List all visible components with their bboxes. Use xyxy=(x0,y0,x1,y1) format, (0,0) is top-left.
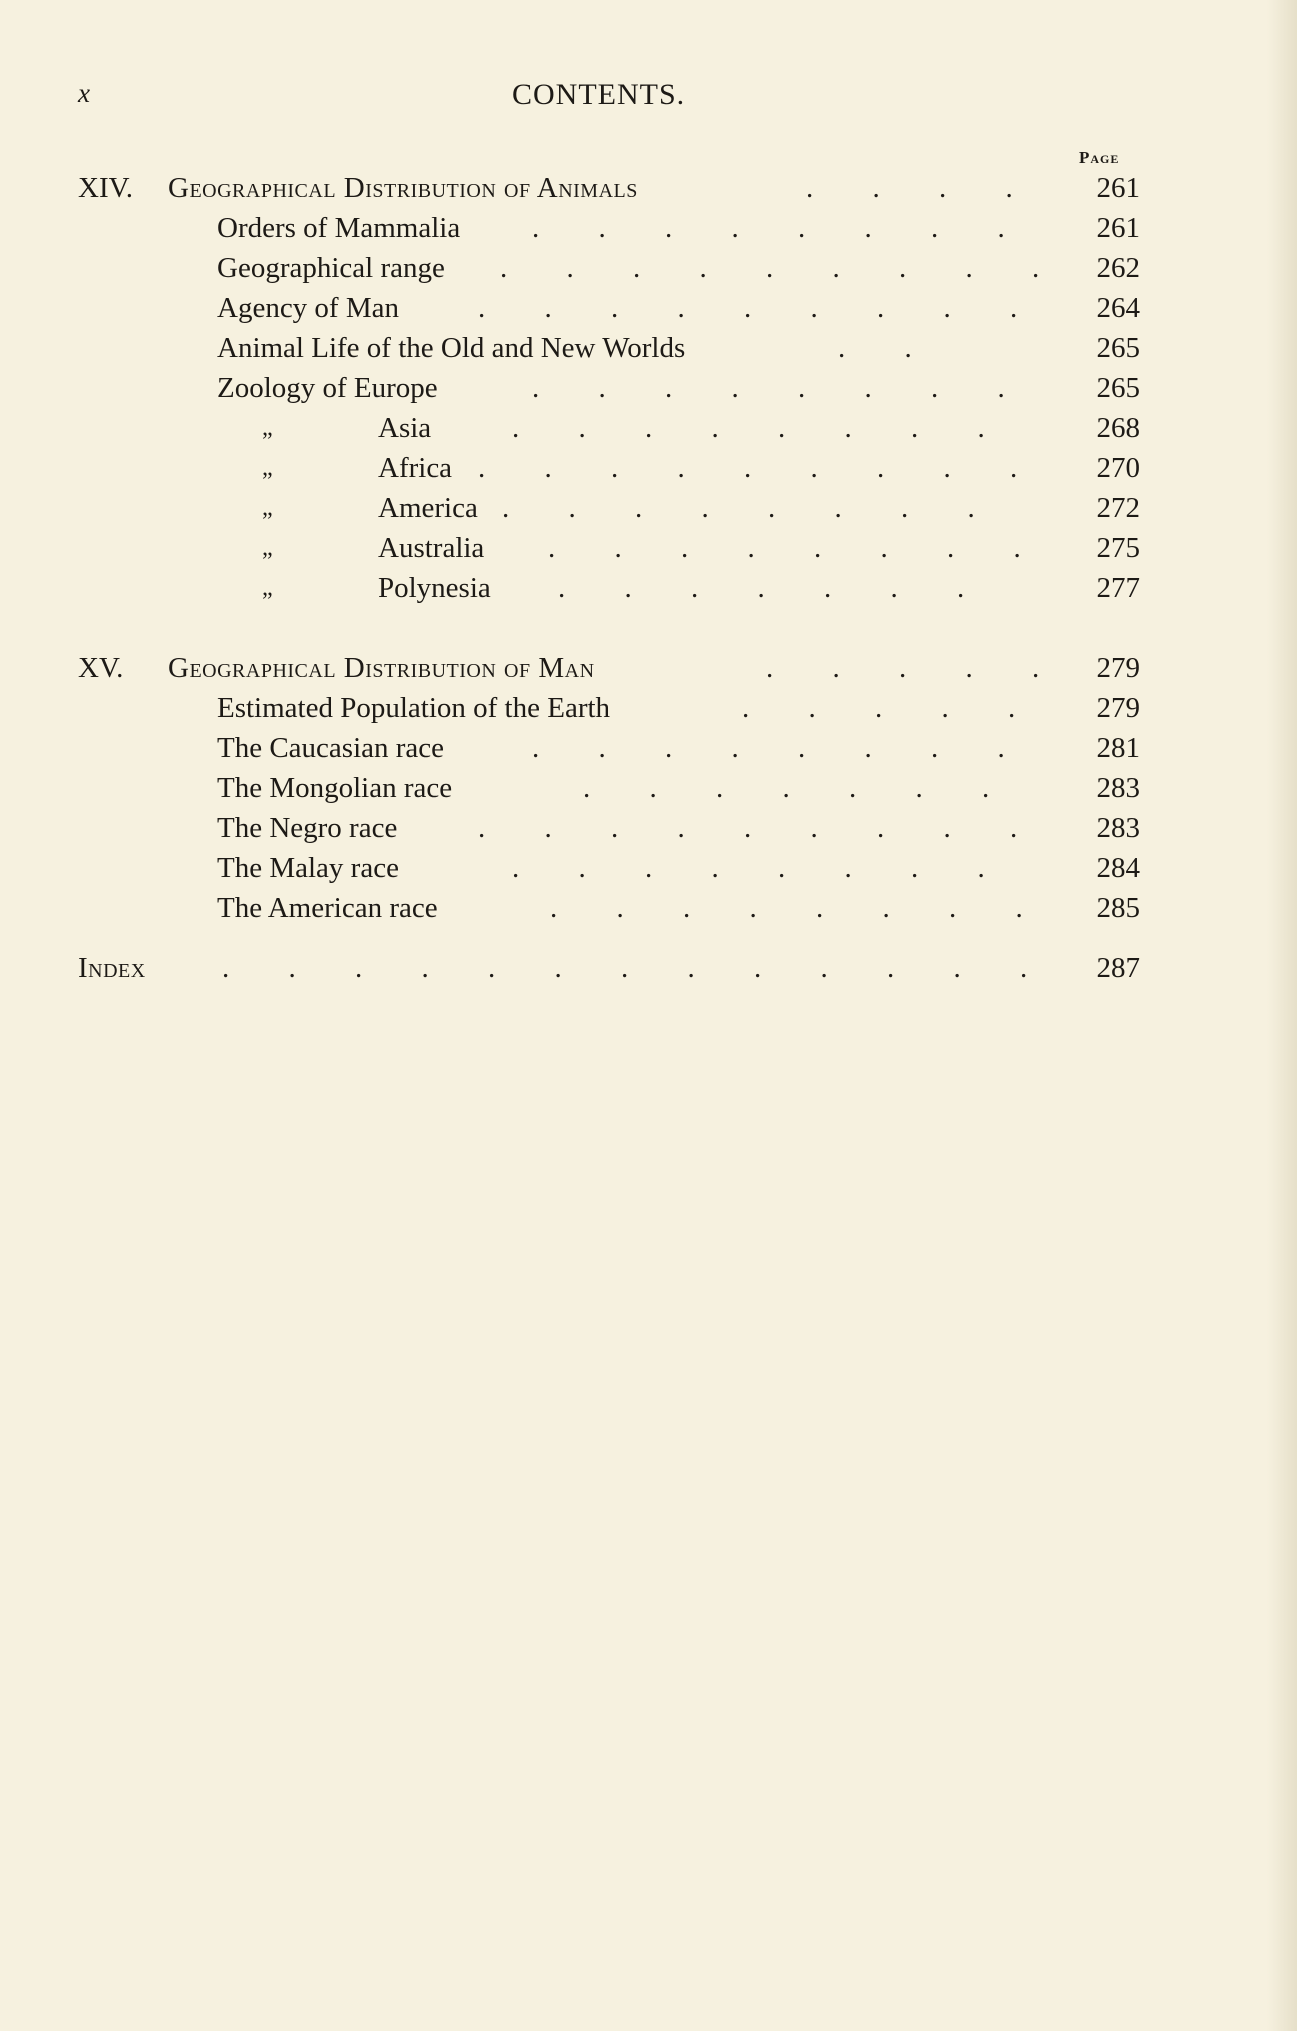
dot-leaders: . . . . . . . xyxy=(583,772,1016,804)
toc-entry-row xyxy=(0,888,1297,928)
dot-leaders: . . . . . . . . xyxy=(532,732,1031,764)
entry-title: The Malay race xyxy=(217,852,399,884)
entry-title: Orders of Mammalia xyxy=(217,212,461,244)
page-number: 265 xyxy=(1096,332,1140,364)
entry-title: Agency of Man xyxy=(217,292,400,324)
toc-entry-row xyxy=(0,768,1297,808)
entry-title: America xyxy=(378,492,478,524)
dot-leaders: . . . . . . . . xyxy=(550,892,1049,924)
dot-leaders: . . . . . xyxy=(766,652,1066,684)
entry-title: Asia xyxy=(378,412,432,444)
page-number: 275 xyxy=(1096,532,1140,564)
entry-title: Animal Life of the Old and New Worlds xyxy=(217,332,686,364)
chapter-title: Geographical Distribution of Man xyxy=(168,652,595,684)
page-number: 268 xyxy=(1096,412,1140,444)
toc-entry-row xyxy=(0,528,1297,568)
page-number: 270 xyxy=(1096,452,1140,484)
entry-title: The Caucasian race xyxy=(217,732,445,764)
toc-chapter-row xyxy=(0,168,1297,208)
page-column-label: Page xyxy=(1079,148,1120,167)
page-number: 287 xyxy=(1096,952,1140,984)
entry-title: Australia xyxy=(378,532,485,564)
toc-entry-row xyxy=(0,408,1297,448)
entry-title: Geographical range xyxy=(217,252,445,284)
index-title: Index xyxy=(78,952,146,984)
ditto-mark: „ xyxy=(262,495,273,521)
dot-leaders: . . . . xyxy=(806,172,1039,204)
dot-leaders: . . . . . . . . xyxy=(502,492,1001,524)
chapter-numeral: XIV. xyxy=(78,172,134,204)
chapter-title: Geographical Distribution of Animals xyxy=(168,172,638,204)
ditto-mark: „ xyxy=(262,575,273,601)
entry-title: The Mongolian race xyxy=(217,772,453,804)
page-folio: x xyxy=(78,78,90,108)
ditto-mark: „ xyxy=(262,535,273,561)
chapter-numeral: XV. xyxy=(78,652,124,684)
entry-title: Estimated Population of the Earth xyxy=(217,692,611,724)
running-head xyxy=(0,78,1297,118)
toc-index-row xyxy=(0,948,1297,988)
ditto-mark: „ xyxy=(262,415,273,441)
dot-leaders: . . . . . . . xyxy=(558,572,991,604)
page-number: 277 xyxy=(1096,572,1140,604)
page-number: 285 xyxy=(1096,892,1140,924)
page-number: 283 xyxy=(1096,772,1140,804)
dot-leaders: . . . . . . . . xyxy=(512,412,1011,444)
dot-leaders: . . . . . . . . xyxy=(532,372,1031,404)
entry-title: Polynesia xyxy=(378,572,491,604)
dot-leaders: . . . . . . . . . xyxy=(478,812,1044,844)
dot-leaders: . . . . . . . . . xyxy=(478,452,1044,484)
dot-leaders: . . . . . . . . . xyxy=(478,292,1044,324)
page-number: 279 xyxy=(1096,652,1140,684)
toc-entry-row xyxy=(0,448,1297,488)
dot-leaders: . . . . . . . . xyxy=(548,532,1047,564)
entry-title: Zoology of Europe xyxy=(217,372,438,404)
page-number: 272 xyxy=(1096,492,1140,524)
running-head-title: CONTENTS. xyxy=(512,78,686,111)
page-number: 281 xyxy=(1096,732,1140,764)
dot-leaders: . . . . . xyxy=(742,692,1042,724)
toc-entry-row xyxy=(0,688,1297,728)
dot-leaders: . . . . . . . . . . . . . xyxy=(222,952,1054,984)
dot-leaders: . . . . . . . . . xyxy=(500,252,1066,284)
toc-entry-row xyxy=(0,248,1297,288)
toc-entry-row xyxy=(0,328,1297,368)
page-number: 262 xyxy=(1096,252,1140,284)
ditto-mark: „ xyxy=(262,455,273,481)
page-number: 284 xyxy=(1096,852,1140,884)
toc-entry-row xyxy=(0,568,1297,608)
page-number: 283 xyxy=(1096,812,1140,844)
toc-entry-row xyxy=(0,488,1297,528)
toc-entry-row xyxy=(0,728,1297,768)
entry-title: Africa xyxy=(378,452,453,484)
page-number: 279 xyxy=(1096,692,1140,724)
page-number: 264 xyxy=(1096,292,1140,324)
toc-entry-row xyxy=(0,288,1297,328)
entry-title: The American race xyxy=(217,892,438,924)
dot-leaders: . . . . . . . . xyxy=(532,212,1031,244)
dot-leaders: . . xyxy=(838,332,938,364)
toc-chapter-row xyxy=(0,648,1297,688)
page-number: 261 xyxy=(1096,172,1140,204)
page-number: 265 xyxy=(1096,372,1140,404)
page-number: 261 xyxy=(1096,212,1140,244)
toc-entry-row xyxy=(0,808,1297,848)
toc-entry-row xyxy=(0,848,1297,888)
entry-title: The Negro race xyxy=(217,812,398,844)
toc-entry-row xyxy=(0,208,1297,248)
toc-entry-row xyxy=(0,368,1297,408)
dot-leaders: . . . . . . . . xyxy=(512,852,1011,884)
